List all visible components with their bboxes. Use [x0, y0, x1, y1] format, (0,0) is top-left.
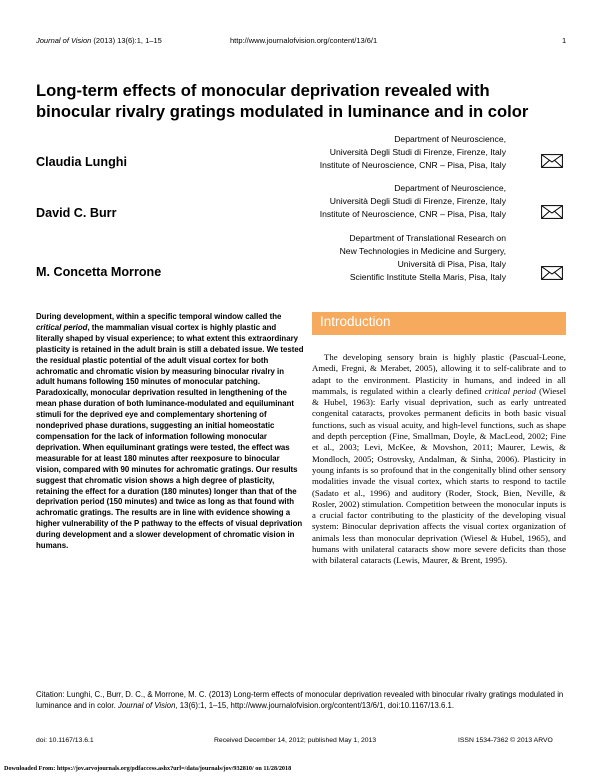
citation-text: Citation: Lunghi, C., Burr, D. C., & Morrone, M. C. (2013) Long-term effects of monocular deprivation revealed with binocular rivalry gratings modulated in luminance and in color. Journal of Vision, 13(6):1, 1–15, http://www.journalofvision.org/content/13/6/1, doi:10.1167/13.6.1. — [36, 690, 564, 710]
footer-doi: doi: 10.1167/13.6.1 — [36, 737, 94, 744]
envelope-icon[interactable] — [541, 205, 563, 219]
envelope-icon[interactable] — [541, 154, 563, 168]
envelope-icon[interactable] — [541, 266, 563, 280]
author-name: David C. Burr — [36, 206, 117, 220]
author-name: Claudia Lunghi — [36, 155, 127, 169]
section-heading: Introduction — [320, 314, 391, 329]
introduction-text: The developing sensory brain is highly plastic (Pascual-Leone, Amedi, Fregni, & Merabet, 2005), allowing it to self-calibrate and to adapt to the environment. Plasticity in humans, and indeed in all mammals, is regulated within a clearly defined critical period (Wiesel & Hubel, 1963): Early visual deprivation, such as early untreated congenital cataracts, provokes permanent deficits in both basic visual functions, such as visual acuity, and high-level functions, such as shape and depth perception (Fine, Smallman, Doyle, & MacLeod, 2002; Fine et al., 2003; Levi, McKee, & Movshon, 2011; Maurer, Lewis, & Mondloch, 2005; Ostrovsky, Andalman, & Sinha, 2006). Plasticity in young infants is so profound that in the congenitally blind other sensory modalities invade the visual cortex, which starts to respond to tactile (Sadato et al., 1996) and auditory (Roder, Stock, Bien, Neville, & Rosler, 2002) stimulation. Competition between the monocular inputs is a crucial factor contributing to the plasticity of the developing visual system: Binocular deprivation affects the visual cortex organization of animals less than monocular deprivation (Wiesel & Hubel, 1965), and humans with unilateral cataracts show more severe deficits than those with bilateral cataracts (Lewis, Maurer, & Brent, 1995). — [312, 352, 566, 566]
author-affiliation: Department of Neuroscience, Università Degli Studi di Firenze, Firenze, Italy Institute of Neuroscience, CNR – Pisa, Pisa, Italy — [319, 183, 506, 219]
footer-issn: ISSN 1534-7362 © 2013 ARVO — [458, 737, 553, 744]
author-affiliation: Department of Translational Research on New Technologies in Medicine and Surgery, Università di Pisa, Pisa, Italy Scientific Institute Stella Maris, Pisa, Italy — [339, 233, 506, 282]
author-affiliation: Department of Neuroscience, Università Degli Studi di Firenze, Firenze, Italy Institute of Neuroscience, CNR – Pisa, Pisa, Italy — [319, 134, 506, 170]
running-header-url[interactable]: http://www.journalofvision.org/content/13/6/1 — [230, 36, 378, 45]
abstract: During development, within a specific temporal window called the critical period, the mammalian visual cortex is highly plastic and literally shaped by visual experience; to what extent this extraordinary plasticity is retained in the adult brain is still a debated issue. We tested the residual plastic potential of the adult visual cortex for both achromatic and chromatic vision by measuring binocular rivalry in adult humans following 150 minutes of monocular patching. Paradoxically, monocular deprivation resulted in lengthening of the mean phase duration of both luminance-modulated and equiluminant stimuli for the deprived eye and complementary shortening of nondeprived phase durations, suggesting an initial homeostatic compensation for the lack of information following monocular deprivation. When equiluminant gratings were tested, the effect was measurable for at least 180 minutes after reexposure to binocular vision, compared with 90 minutes for achromatic gratings. Our results suggest that chromatic vision shows a high degree of plasticity, retaining the effect for a duration (180 minutes) longer than that of the deprivation period (150 minutes) and twice as long as that found with achromatic gratings. The results are in line with evidence showing a higher vulnerability of the P pathway to the effects of visual deprivation during development and a slower development of chromatic vision in humans. — [36, 312, 304, 551]
page-number: 1 — [562, 36, 567, 45]
title-line-1: Long-term effects of monocular deprivation revealed with — [36, 81, 490, 100]
author-name: M. Concetta Morrone — [36, 265, 162, 279]
footer-dates: Received December 14, 2012; published May 1, 2013 — [214, 737, 377, 744]
title-line-2: binocular rivalry gratings modulated in luminance and in color — [36, 102, 529, 121]
section-header-bar — [312, 312, 566, 335]
article-title — [36, 80, 576, 122]
download-stamp: Downloaded From: https://jov.arvojournals.org/pdfaccess.ashx?url=/data/journals/jov/932810/ on 11/28/2018 — [4, 765, 292, 772]
running-header-journal: Journal of Vision (2013) 13(6):1, 1–15 — [36, 36, 162, 45]
